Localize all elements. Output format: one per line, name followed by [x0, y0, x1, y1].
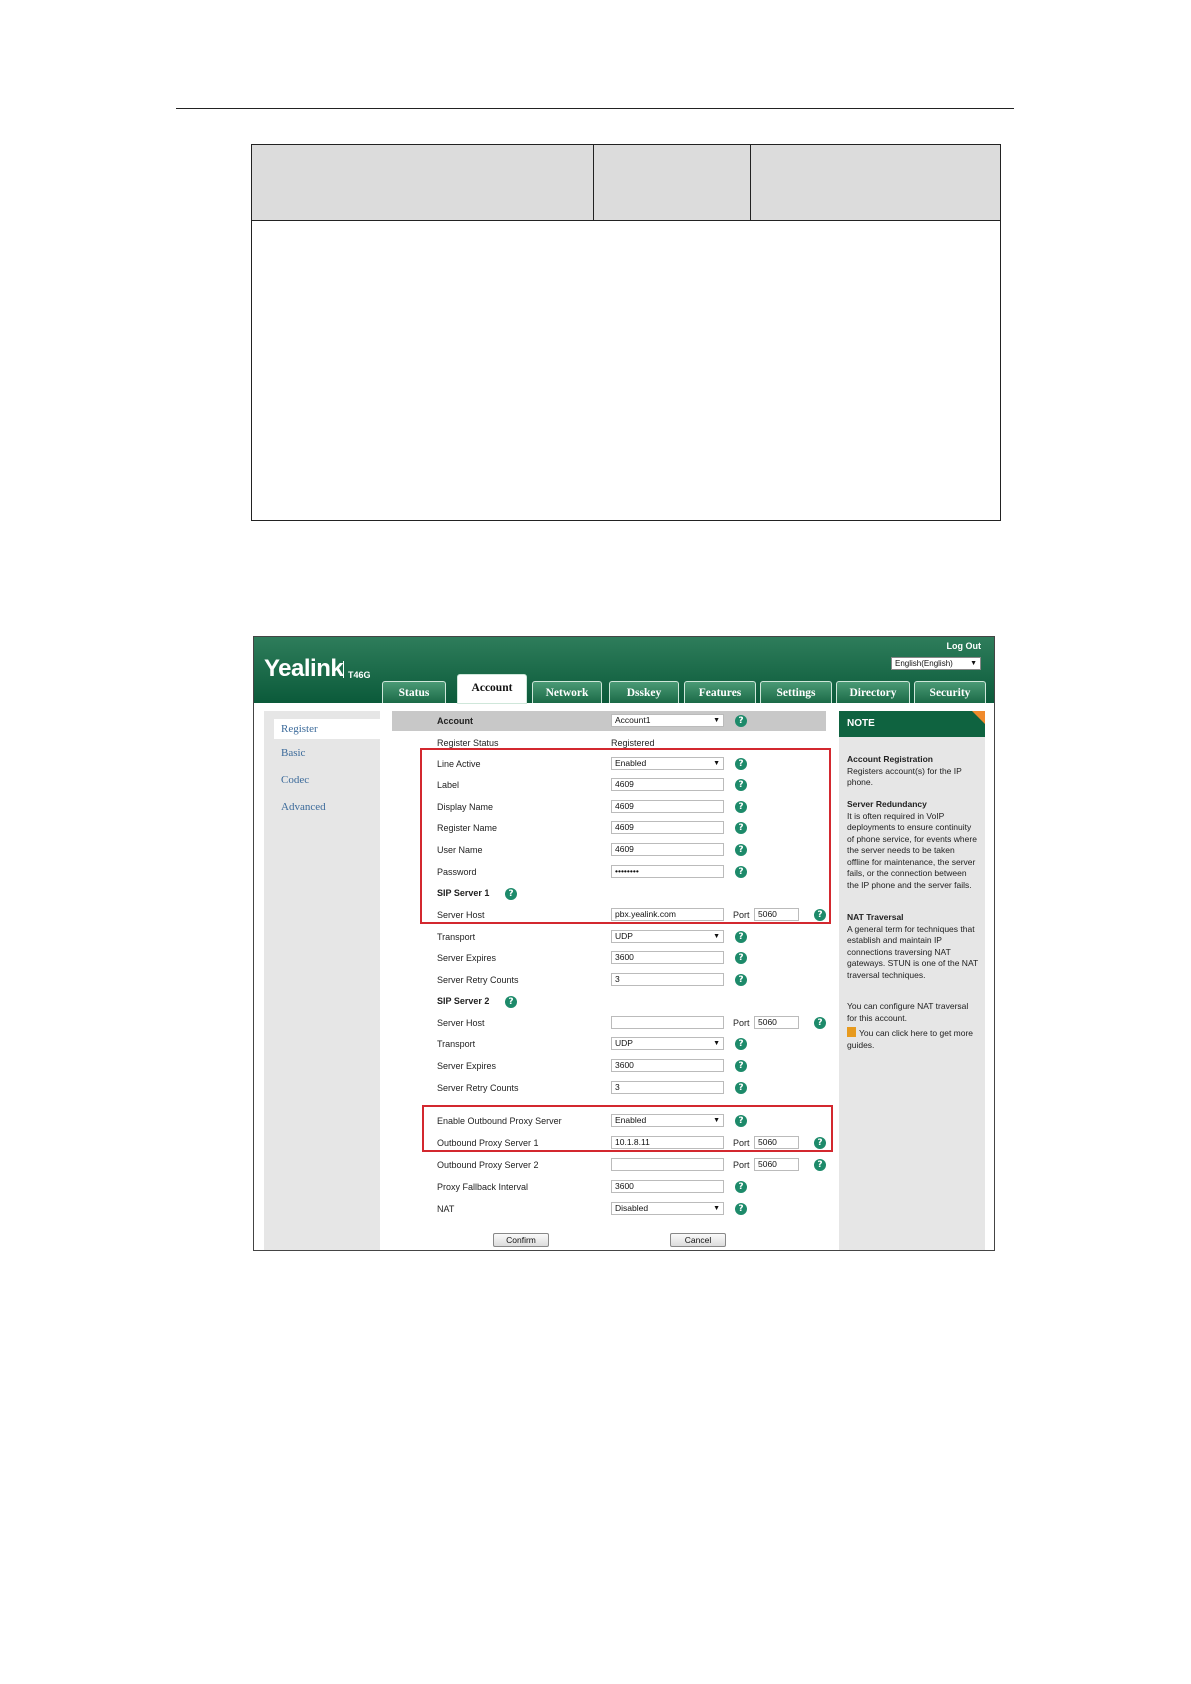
chevron-down-icon: ▼ [713, 760, 720, 767]
note-guide[interactable] [847, 1027, 979, 1051]
tab-dsskey[interactable]: Dsskey [609, 681, 679, 703]
left-nav [264, 711, 380, 1251]
nat-select[interactable] [611, 1202, 724, 1215]
help-icon[interactable]: ? [505, 888, 517, 900]
chevron-down-icon: ▼ [713, 933, 720, 940]
note-panel [839, 711, 985, 1251]
document-table [251, 144, 1001, 521]
help-icon[interactable]: ? [735, 1181, 747, 1193]
sip1-expires-field[interactable]: 3600 [611, 951, 724, 964]
help-icon[interactable]: ? [814, 909, 826, 921]
register-name-label: Register Name [437, 823, 498, 833]
outbound-proxy-1-port-field[interactable]: 5060 [754, 1136, 799, 1149]
help-icon[interactable]: ? [735, 801, 747, 813]
note-registration-text: Registers account(s) for the IP phone. [847, 765, 962, 787]
tab-security[interactable]: Security [914, 681, 986, 703]
register-name-field[interactable]: 4609 [611, 821, 724, 834]
sip2-retry-field[interactable]: 3 [611, 1081, 724, 1094]
model-label: T46G [348, 670, 371, 680]
help-icon[interactable]: ? [505, 996, 517, 1008]
sip-server-2-heading: SIP Server 2 [437, 996, 490, 1006]
help-icon[interactable]: ? [735, 952, 747, 964]
proxy-fallback-label: Proxy Fallback Interval [437, 1182, 529, 1192]
nat-label: NAT [437, 1204, 455, 1214]
note-config-text: You can configure NAT traversal for this account. [847, 1001, 969, 1023]
sip-server-1-heading: SIP Server 1 [437, 888, 490, 898]
sip1-transport-select[interactable] [611, 930, 724, 943]
note-guide-text[interactable]: You can click here to get more guides. [847, 1028, 974, 1050]
note-registration [847, 754, 979, 789]
highlight-box-account-fields [420, 748, 831, 924]
outbound-proxy-1-port-label: Port [733, 1138, 750, 1148]
help-icon[interactable]: ? [735, 779, 747, 791]
account-label: Account [437, 716, 473, 726]
logo: Yealink [264, 655, 344, 682]
outbound-enable-label: Enable Outbound Proxy Server [437, 1116, 562, 1126]
sidebar-item-codec[interactable]: Codec [281, 774, 310, 786]
sip2-port-field[interactable]: 5060 [754, 1016, 799, 1029]
sip1-port-field[interactable]: 5060 [754, 908, 799, 921]
note-registration-title: Account Registration [847, 754, 933, 764]
sip2-transport-value: UDP [615, 1038, 633, 1048]
outbound-enable-value: Enabled [615, 1115, 647, 1125]
note-nat-title: NAT Traversal [847, 912, 904, 922]
sip1-expires-label: Server Expires [437, 953, 497, 963]
note-redundancy [847, 799, 979, 891]
language-select[interactable] [891, 657, 981, 670]
outbound-proxy-2-port-label: Port [733, 1160, 750, 1170]
help-icon[interactable]: ? [735, 758, 747, 770]
help-icon[interactable]: ? [735, 1082, 747, 1094]
logout-link[interactable]: Log Out [946, 641, 981, 651]
cancel-button[interactable]: Cancel [670, 1233, 726, 1247]
tab-directory[interactable]: Directory [836, 681, 910, 703]
book-icon [847, 1027, 856, 1037]
account-value: Account1 [615, 715, 651, 725]
outbound-proxy-1-field[interactable]: 10.1.8.11 [611, 1136, 724, 1149]
outbound-proxy-2-port-field[interactable]: 5060 [754, 1158, 799, 1171]
tab-features[interactable]: Features [684, 681, 756, 703]
help-icon[interactable]: ? [735, 1038, 747, 1050]
note-nat [847, 912, 979, 981]
chevron-down-icon: ▼ [713, 1040, 720, 1047]
table-column-divider [593, 145, 594, 221]
sip1-server-host-label: Server Host [437, 910, 485, 920]
sidebar-item-basic[interactable]: Basic [281, 747, 306, 759]
nat-value: Disabled [615, 1203, 649, 1213]
sip1-server-host-field[interactable]: pbx.yealink.com [611, 908, 724, 921]
web-ui-screenshot [253, 636, 995, 1251]
top-banner [254, 637, 994, 703]
register-status-value: Registered [611, 738, 655, 748]
sip2-retry-label: Server Retry Counts [437, 1083, 519, 1093]
user-name-label: User Name [437, 845, 483, 855]
sip2-server-host-label: Server Host [437, 1018, 485, 1028]
sip1-transport-value: UDP [615, 931, 633, 941]
outbound-proxy-2-field[interactable] [611, 1158, 724, 1171]
register-status-label: Register Status [437, 738, 499, 748]
help-icon[interactable]: ? [735, 822, 747, 834]
chevron-down-icon: ▼ [970, 660, 977, 667]
sip1-retry-field[interactable]: 3 [611, 973, 724, 986]
help-icon[interactable]: ? [814, 1017, 826, 1029]
sip2-expires-field[interactable]: 3600 [611, 1059, 724, 1072]
outbound-proxy-2-label: Outbound Proxy Server 2 [437, 1160, 539, 1170]
help-icon[interactable]: ? [735, 974, 747, 986]
help-icon[interactable]: ? [735, 715, 747, 727]
note-corner [972, 711, 985, 724]
help-icon[interactable]: ? [735, 866, 747, 878]
label-field[interactable]: 4609 [611, 778, 724, 791]
tab-network[interactable]: Network [532, 681, 602, 703]
help-icon[interactable]: ? [735, 844, 747, 856]
table-header-row [252, 145, 1000, 221]
outbound-proxy-1-label: Outbound Proxy Server 1 [437, 1138, 539, 1148]
logo-separator [343, 661, 344, 678]
account-select[interactable] [611, 714, 724, 727]
password-field[interactable]: •••••••• [611, 865, 724, 878]
help-icon[interactable]: ? [735, 931, 747, 943]
sip2-port-label: Port [733, 1018, 750, 1028]
confirm-button[interactable]: Confirm [493, 1233, 549, 1247]
line-active-value: Enabled [615, 758, 647, 768]
chevron-down-icon: ▼ [713, 717, 720, 724]
help-icon[interactable]: ? [814, 1159, 826, 1171]
tab-settings[interactable]: Settings [760, 681, 832, 703]
language-value: English(English) [895, 659, 953, 668]
sip1-port-label: Port [733, 910, 750, 920]
sip2-transport-select[interactable] [611, 1037, 724, 1050]
note-header: NOTE [839, 711, 985, 737]
help-icon[interactable]: ? [735, 1060, 747, 1072]
table-column-divider [750, 145, 751, 221]
sip2-transport-label: Transport [437, 1039, 476, 1049]
top-rule [176, 108, 1014, 109]
display-name-label: Display Name [437, 802, 494, 812]
password-label: Password [437, 867, 477, 877]
chevron-down-icon: ▼ [713, 1117, 720, 1124]
line-active-label: Line Active [437, 759, 481, 769]
note-redundancy-text: It is often required in VoIP deployments to ensure continuity of phone service, for events where the server needs to be taken offline for maintenance, the server fails, or the connection between the IP phone and the server fails. [847, 810, 977, 890]
highlight-box-outbound-proxy [422, 1105, 833, 1152]
chevron-down-icon: ▼ [713, 1205, 720, 1212]
help-icon[interactable]: ? [814, 1137, 826, 1149]
sip1-transport-label: Transport [437, 932, 476, 942]
sidebar-item-register[interactable]: Register [274, 719, 380, 739]
note-redundancy-title: Server Redundancy [847, 799, 927, 809]
tab-status[interactable]: Status [382, 681, 446, 703]
display-name-field[interactable]: 4609 [611, 800, 724, 813]
label-label: Label [437, 780, 460, 790]
proxy-fallback-field[interactable]: 3600 [611, 1180, 724, 1193]
help-icon[interactable]: ? [735, 1203, 747, 1215]
sip1-retry-label: Server Retry Counts [437, 975, 519, 985]
help-icon[interactable]: ? [735, 1115, 747, 1127]
user-name-field[interactable]: 4609 [611, 843, 724, 856]
note-nat-text: A general term for techniques that establish and maintain IP connections traversing NAT gateways. STUN is one of the NAT traversal techniques. [847, 923, 979, 980]
tab-account[interactable]: Account [457, 674, 527, 704]
sip2-expires-label: Server Expires [437, 1061, 497, 1071]
sidebar-item-advanced[interactable]: Advanced [281, 801, 326, 813]
sip2-server-host-field[interactable] [611, 1016, 724, 1029]
